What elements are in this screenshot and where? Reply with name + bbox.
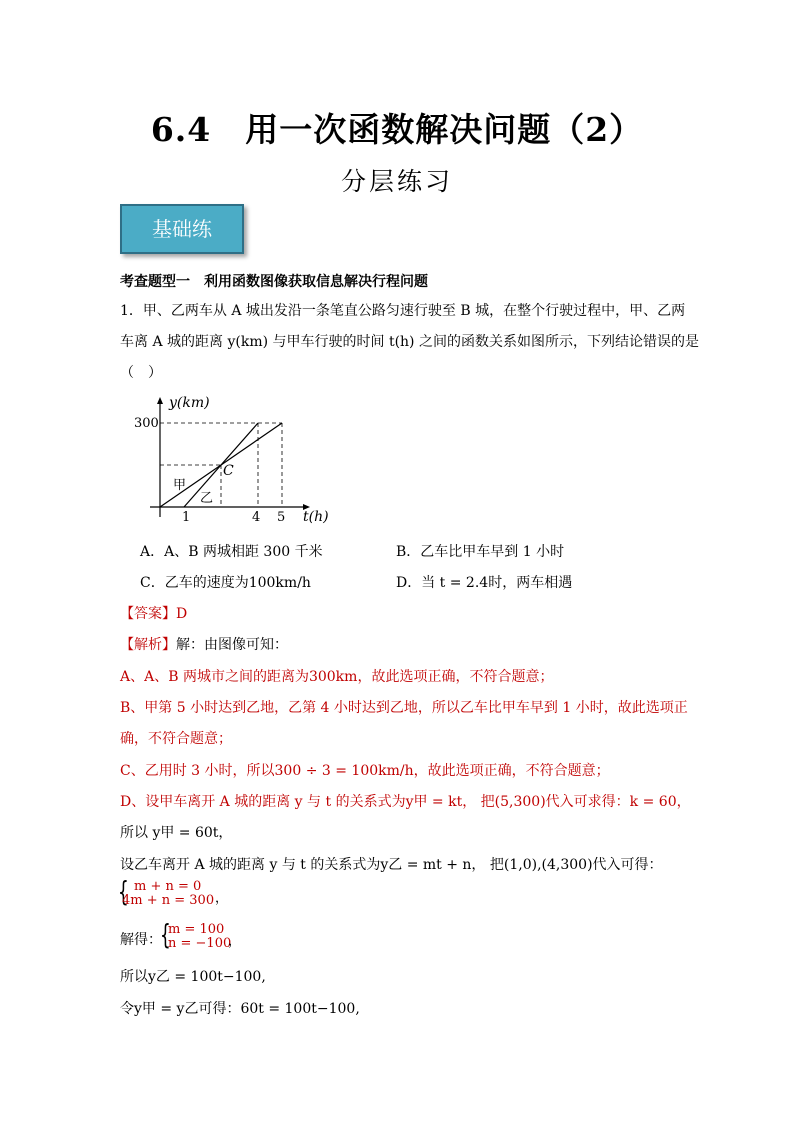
page-subtitle: 分层练习 — [340, 167, 453, 196]
section-title: 考查题型一 利用函数图像获取信息解决行程问题 — [120, 274, 428, 290]
distance-time-graph — [125, 392, 340, 532]
x-tick-1: 1 — [182, 510, 191, 525]
equation-1a: m + n = 0 — [134, 879, 202, 894]
answer-value: D — [176, 606, 188, 622]
option-b: B．乙车比甲车早到 1 小时 — [396, 544, 565, 560]
question-line-3: （ ） — [120, 365, 162, 381]
analysis-line-b1: B、甲第 5 小时达到乙地，乙第 4 小时达到乙地，所以乙车比甲车早到 1 小时，故此选项正 — [120, 700, 688, 716]
y-axis-arrow — [157, 397, 163, 404]
analysis-intro-text: 解：由图像可知： — [176, 637, 288, 653]
equation-2b: n = −100 — [168, 936, 232, 951]
brace-1: { — [118, 875, 129, 908]
analysis-intro — [120, 634, 288, 654]
x-axis-label: t(h) — [303, 509, 329, 525]
option-a: A．A、B 两城相距 300 千米 — [140, 544, 323, 560]
analysis-line-a: A、A、B 两城市之间的距离为300km，故此选项正确，不符合题意； — [120, 669, 554, 685]
analysis-line-d1: D、设甲车离开 A 城的距离 y 与 t 的关系式为y甲 = kt， 把(5,300)代入可求得：k = 60， — [120, 794, 691, 810]
x-tick-4: 4 — [252, 510, 261, 525]
analysis-line-d3: 设乙车离开 A 城的距离 y 与 t 的关系式为y乙 = mt + n， 把(1,0),(4,300)代入可得： — [120, 857, 663, 873]
equation-2a: m = 100 — [168, 922, 225, 937]
analysis-line-d5: 令y甲 = y乙可得：60t = 100t−100, — [120, 1001, 360, 1017]
question-line-2: 车离 A 城的距离 y(km) 与甲车行驶的时间 t(h) 之间的函数关系如图所示，下列结论错误的是 — [120, 334, 699, 350]
y-tick-300: 300 — [134, 416, 159, 431]
analysis-line-d4: 所以y乙 = 100t−100, — [120, 969, 266, 985]
point-c-label: C — [223, 463, 234, 479]
equation-2-tail: ， — [228, 934, 242, 949]
option-d: D．当 t = 2.4时，两车相遇 — [396, 575, 573, 591]
option-c: C．乙车的速度为100km/h — [140, 575, 311, 591]
analysis-line-d2: 所以 y甲 = 60t， — [120, 825, 233, 841]
equation-1-tail: ， — [215, 891, 229, 906]
brace-2: { — [160, 918, 171, 951]
analysis-label: 【解析】 — [120, 637, 176, 653]
analysis-line-b2: 确，不符合题意； — [120, 731, 232, 747]
y-axis-label: y(km) — [169, 395, 210, 411]
analysis-line-c: C、乙用时 3 小时，所以300 ÷ 3 = 100km/h，故此选项正确，不符合题意； — [120, 763, 610, 779]
label-jia: 甲 — [173, 478, 187, 493]
x-tick-5: 5 — [277, 510, 286, 525]
answer — [120, 603, 187, 623]
answer-label: 【答案】 — [120, 606, 176, 622]
label-yi: 乙 — [200, 491, 214, 506]
page-title: 6.4 用一次函数解决问题（2） — [150, 110, 644, 149]
solve-label: 解得： — [120, 932, 162, 948]
equation-1b: 4m + n = 300 — [122, 893, 215, 908]
question-line-1: 1．甲、乙两车从 A 城出发沿一条笔直公路匀速行驶至 B 城，在整个行驶过程中，甲、乙两 — [120, 303, 686, 319]
level-badge: 基础练 — [120, 204, 244, 254]
